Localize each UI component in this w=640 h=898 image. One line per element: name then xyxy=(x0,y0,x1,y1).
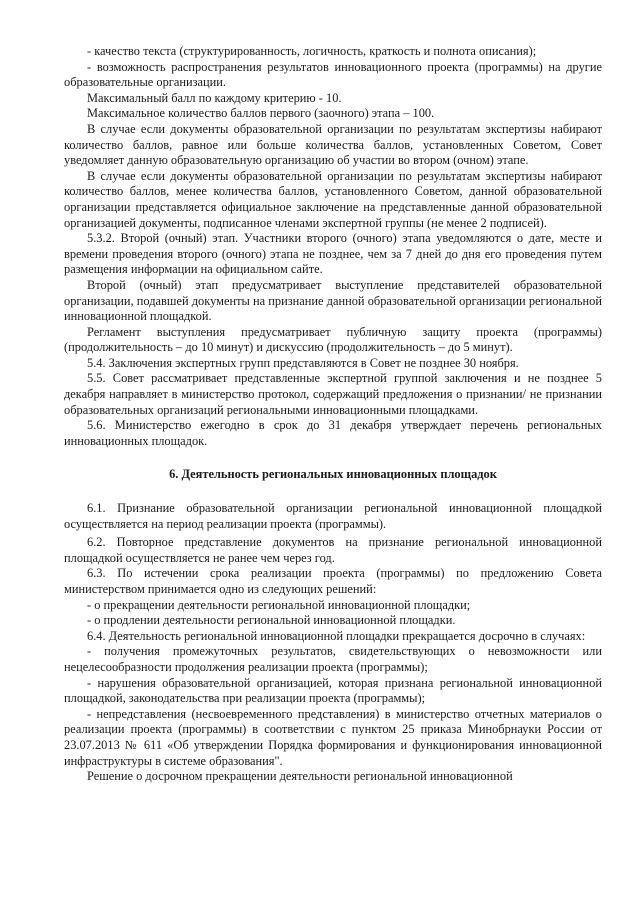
paragraph-6-2: 6.2. Повторное представление документов на признание региональной инновационной площадкой осуществляется не ранее чем через год. xyxy=(64,535,602,565)
paragraph-case-violation: - нарушения образовательной организацией, которая признана региональной инновационной площадкой, законодательства при реализации проекта (программы); xyxy=(64,675,602,706)
paragraph-5-5: 5.5. Совет рассматривает представленные экспертной группой заключения и не позднее 5 декабря направляет в министерство протокол, содержащий предложения о признании/ не признании образовательных организаций региональными инновационными площадками. xyxy=(64,371,602,417)
paragraph-5-6: 5.6. Министерство ежегодно в срок до 31 декабря утверждает перечень региональных инновационных площадок. xyxy=(64,418,602,448)
paragraph-dissemination: - возможность распространения результатов инновационного проекта (программы) на другие образовательные организации. xyxy=(64,59,602,90)
paragraph-second-stage-presentation: Второй (очный) этап предусматривает выступление представителей образовательной организации, подавшей документы на признание данной образовательной организации региональной инновационной площадкой. xyxy=(64,277,602,324)
paragraph-6-4: 6.4. Деятельность региональной инновационной площадки прекращается досрочно в случаях: xyxy=(87,628,586,643)
paragraph-enough-score: В случае если документы образовательной организации по результатам экспертизы набирают количество баллов, равное или больше количества баллов, установленных Советом, Совет уведомляет данную образовательную организацию об участии во втором (очном) этапе. xyxy=(64,121,602,168)
paragraph-insufficient-score: В случае если документы образовательной организации по результатам экспертизы набирают количество баллов, менее количества баллов, установленного Советом, данной образовательной организации представляется официальное заключение на представленные данной образовательной организацией документы, подписанное членами экспертной группы (не менее 2 подписей). xyxy=(64,168,602,230)
paragraph-decision-terminate: - о прекращении деятельности региональной инновационной площадки; xyxy=(87,597,471,612)
paragraph-6-3: 6.3. По истечении срока реализации проекта (программы) по предложению Совета министерством принимается одно из следующих решений: xyxy=(64,566,602,596)
paragraph-5-4: 5.4. Заключения экспертных групп представляются в Совет не позднее 30 ноября. xyxy=(87,355,519,370)
paragraph-case-results: - получения промежуточных результатов, свидетельствующих о невозможности или нецелесообразности продолжения реализации проекта (программы); xyxy=(64,644,602,674)
paragraph-6-1: 6.1. Признание образовательной организации региональной инновационной площадкой осуществляется на период реализации проекта (программы). xyxy=(64,501,602,531)
paragraph-regulation: Регламент выступления предусматривает публичную защиту проекта (программы) (продолжительность – до 10 минут) и дискуссию (продолжительность – до 5 минут). xyxy=(64,324,602,355)
paragraph-max-score-criterion: Максимальный балл по каждому критерию - 10. xyxy=(87,90,342,105)
paragraph-max-score-stage: Максимальное количество баллов первого (заочного) этапа – 100. xyxy=(87,106,435,121)
section-title: 6. Деятельность региональных инновационных площадок xyxy=(169,467,497,482)
paragraph-decision-extend: - о продлении деятельности региональной инновационной площадки. xyxy=(87,613,456,628)
paragraph-text-quality: - качество текста (структурированность, логичность, краткость и полнота описания); xyxy=(87,44,537,58)
paragraph-second-stage: 5.3.2. Второй (очный) этап. Участники второго (очного) этапа уведомляются о дате, месте и времени проведения второго (очного) этапа не позднее, чем за 7 дней до дня его проведения путем размещения информации на официальном сайте. xyxy=(64,231,602,277)
paragraph-case-reports: - непредставления (несвоевременного представления) в министерство отчетных материалов о реализации проекта (программы) в соответствии с пунктом 25 приказа Минобрнауки России от 23.07.2013 № 611 «Об утверждении Порядка формирования и функционирования инновационной инфраструктуры в системе образования". xyxy=(64,706,602,768)
paragraph-early-termination: Решение о досрочном прекращении деятельности региональной инновационной xyxy=(87,769,513,784)
section-6-block xyxy=(64,501,602,785)
criteria-and-procedure-block xyxy=(64,44,602,449)
